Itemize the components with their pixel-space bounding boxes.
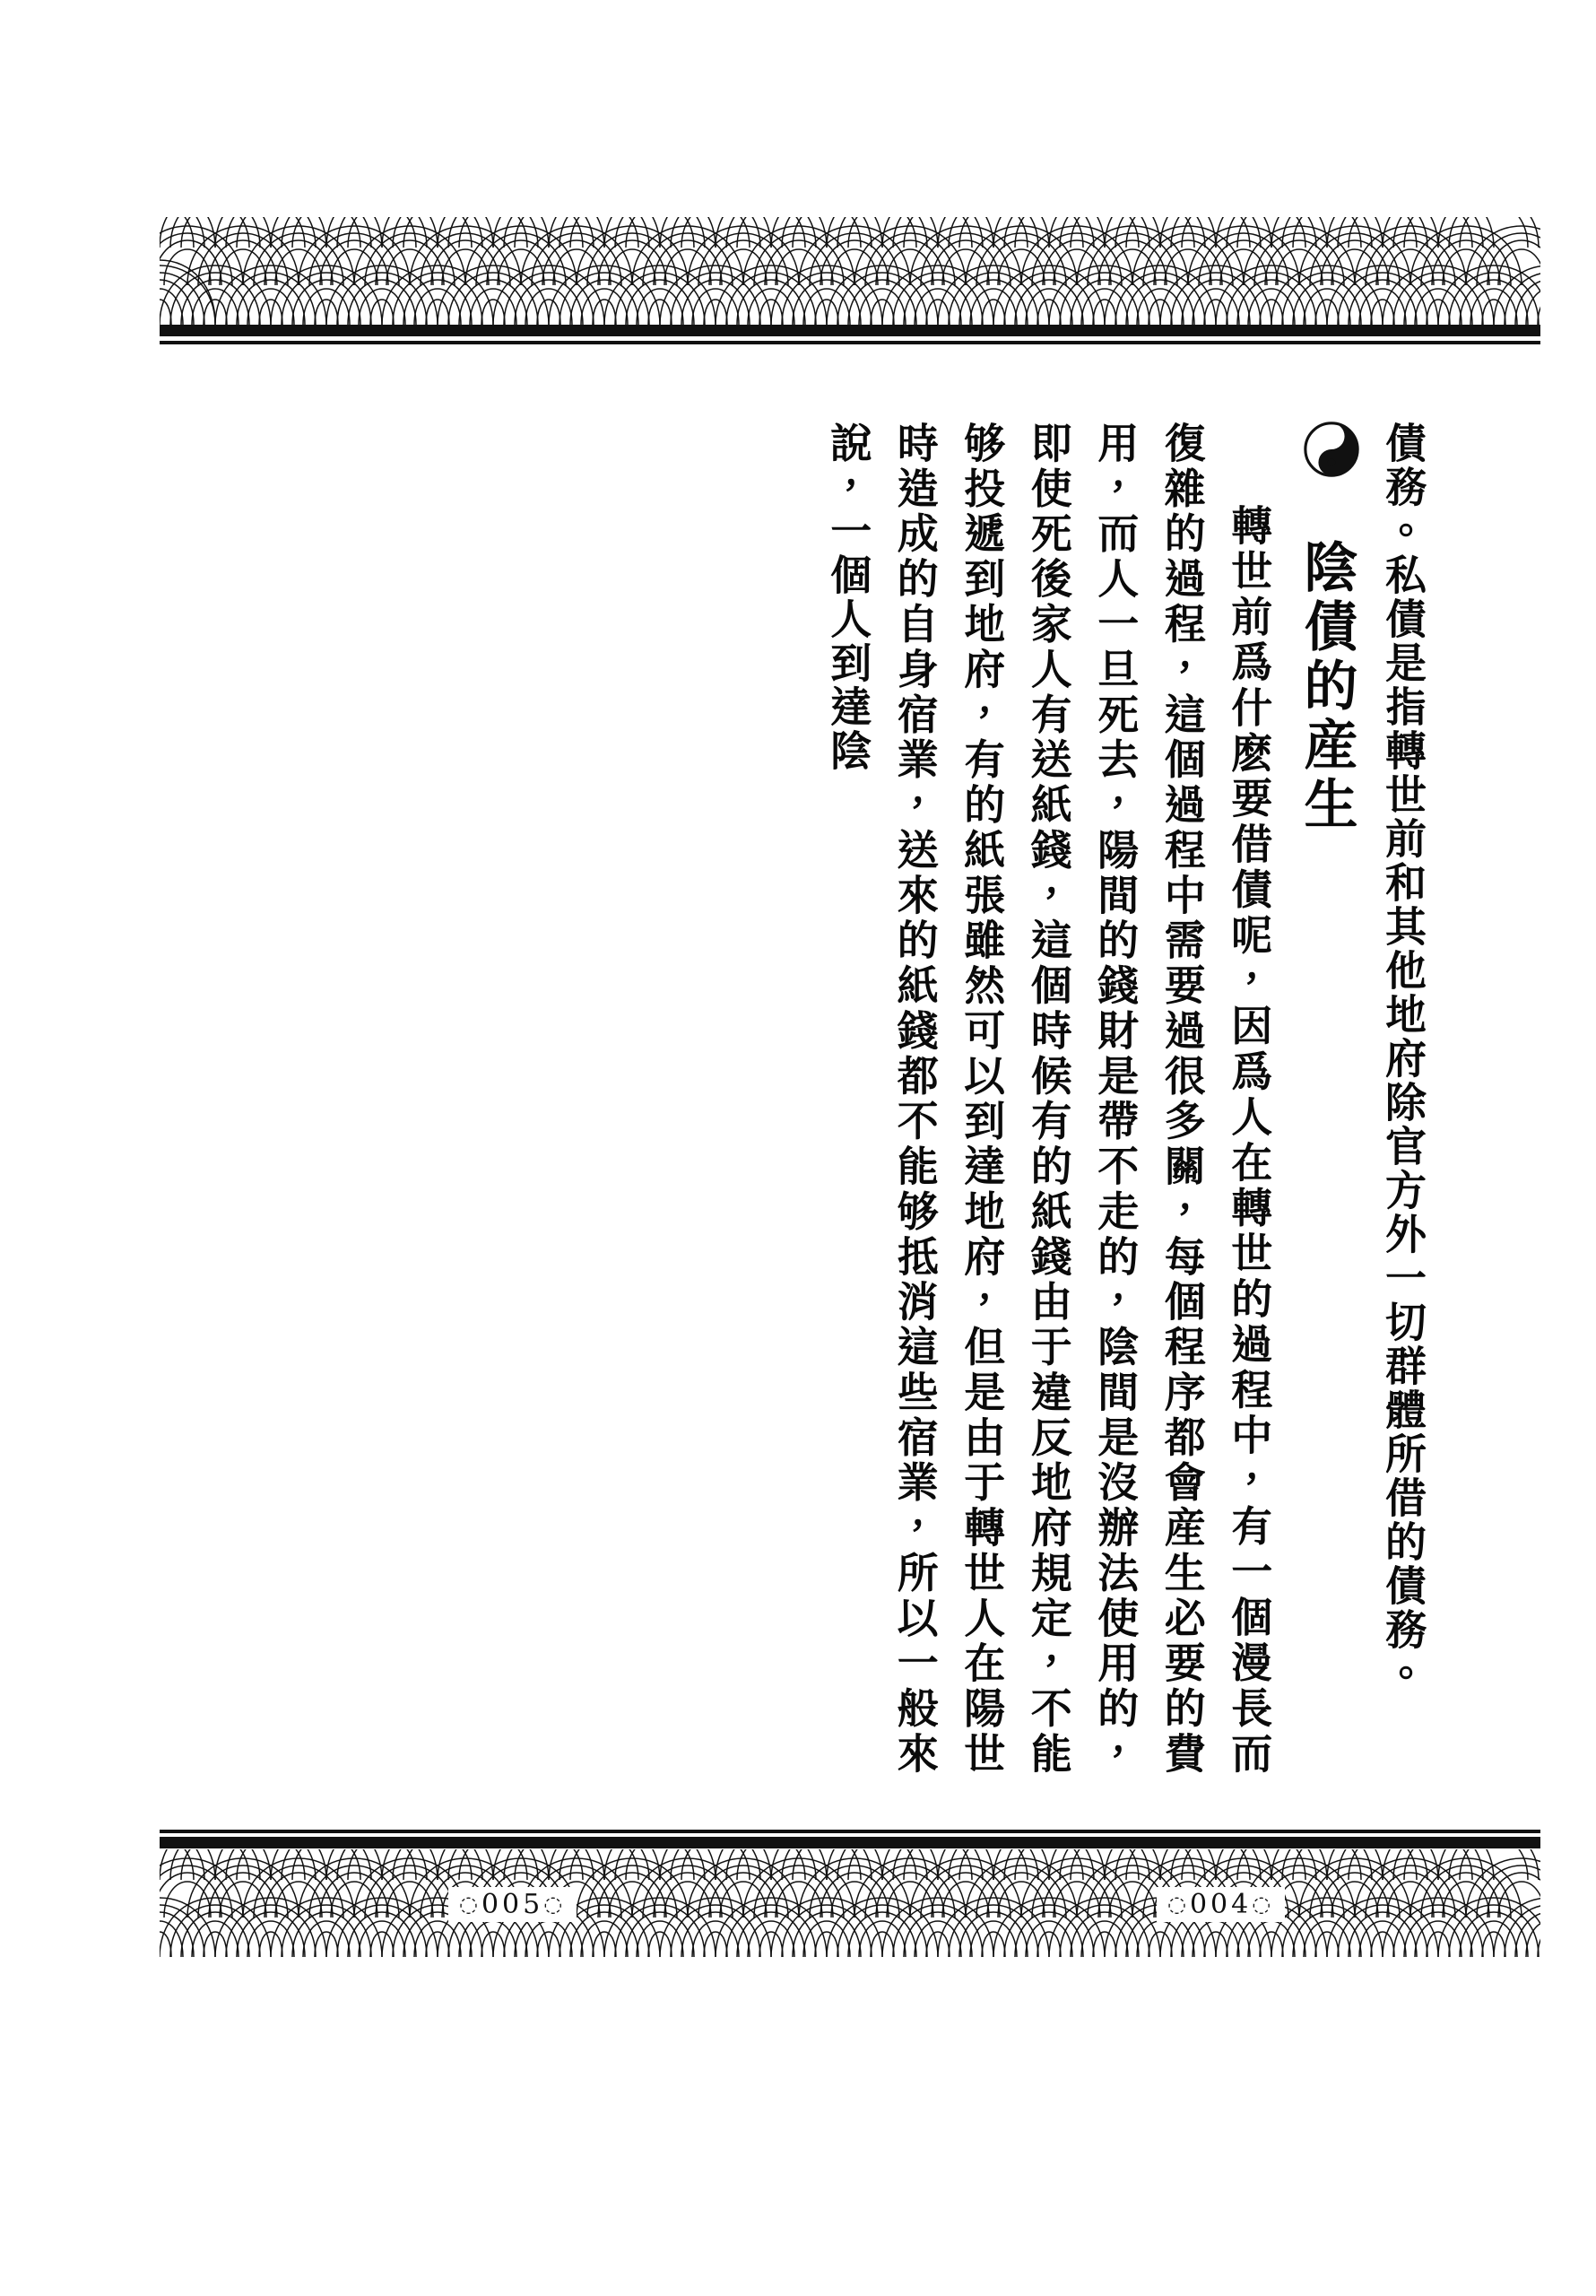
- folio-dot-right-end: ◌: [1252, 1892, 1275, 1917]
- paragraph-why-borrow: 轉世前爲什麽要借債呢，因爲人在轉世的過程中，有一個漫長而復雜的過程，這個過程中需要過很多關，每個程序都會産生必要的費用，而人一旦死去，陽間的錢財是帶不走的，陰間是沒辦法使用的，即使死後家人有送紙錢，這個時候有的紙錢由于違反地府規定，不能够投遞到地府，有的紙張雖然可以到達地府，但是由于轉世人在陽世時造成的自身宿業，送來的紙錢都不能够抵消這些宿業，所以一般來說，一個人到達陰: [824, 422, 1274, 1776]
- folio-dot-left: ◌: [459, 1892, 481, 1917]
- top-rule-thin: [160, 341, 1540, 344]
- top-rule-thick: [160, 325, 1540, 336]
- bottom-rule-thin: [160, 1830, 1540, 1833]
- page-number-right: [1157, 1887, 1285, 1922]
- folio-dot-left-end: ◌: [543, 1892, 567, 1917]
- folio-dot-right: ◌: [1167, 1892, 1190, 1917]
- section-heading-text: 陰債的産生: [1295, 539, 1358, 835]
- paragraph-private-debt: 債務。私債是指轉世前和其他地府除官方外一切群體所借的債務。: [1379, 422, 1427, 1696]
- page-number-right-value: 004: [1189, 1889, 1253, 1920]
- bottom-rule-thick: [160, 1837, 1540, 1848]
- page-body-text: [163, 422, 1436, 1776]
- yinyang-icon: [1309, 422, 1365, 477]
- page-number-left-value: 005: [481, 1889, 544, 1920]
- wave-pattern-border-bottom: [160, 1849, 1540, 1957]
- section-heading: [1282, 422, 1369, 1776]
- wave-pattern-border-top: [160, 217, 1540, 325]
- page-number-left: [448, 1887, 577, 1922]
